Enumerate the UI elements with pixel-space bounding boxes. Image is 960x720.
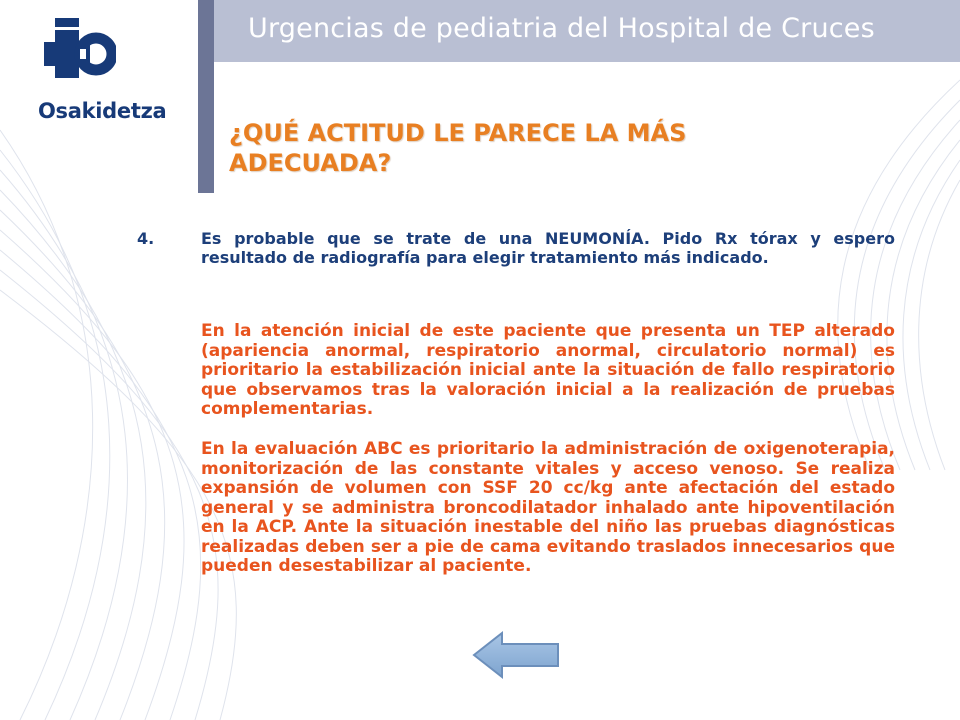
back-button[interactable] — [472, 630, 562, 680]
arrow-left-icon — [474, 633, 558, 677]
slide-header-title: Urgencias de pediatria del Hospital de Cruces — [248, 13, 875, 44]
header-vertical-bar — [198, 0, 214, 193]
explanation-paragraph: En la atención inicial de este paciente que presenta un TEP alterado (apariencia anormal, respiratorio anormal, circulatorio normal) es prioritario la estabilización inicial ante la situación de fallo respiratorio que observamos tras la valoración inicial a la realización de pruebas complementarias. — [201, 321, 895, 419]
option-number: 4. — [137, 229, 155, 248]
question-heading: ¿QUÉ ACTITUD LE PARECE LA MÁS ADECUADA? — [229, 119, 687, 177]
option-text: Es probable que se trate de una NEUMONÍA. Pido Rx tórax y espero resultado de radiografía para elegir tratamiento más indicado. — [201, 229, 895, 267]
osakidetza-cross-icon — [44, 18, 116, 90]
logo-text: Osakidetza — [38, 99, 167, 123]
explanation-paragraph: En la evaluación ABC es prioritario la administración de oxigenoterapia, monitorización de las constante vitales y acceso venoso. Se realiza expansión de volumen con SSF 20 cc/kg ante afectación del estado general y se administra broncodilatador inhalado ante hipoventilación en la ACP. Ante la situación inestable del niño las pruebas diagnósticas realizadas deben ser a pie de cama evitando traslados innecesarios que pueden desestabilizar al paciente. — [201, 439, 895, 576]
